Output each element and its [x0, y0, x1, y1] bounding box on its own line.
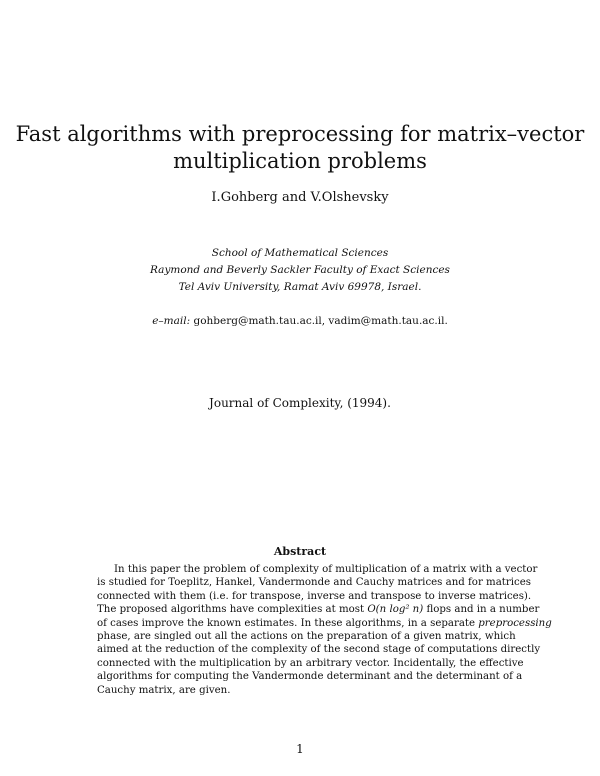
title-line-1: Fast algorithms with preprocessing for matrix–vector: [15, 122, 585, 146]
abstract-line: Cauchy matrix, are given.: [97, 684, 231, 696]
abstract-text: flops and in a number: [426, 604, 540, 616]
abstract-line: phase, are singled out all the actions on the preparation of a given matrix, which: [97, 631, 516, 643]
emphasis-preprocessing: preprocessing: [478, 617, 552, 629]
title-line-2: multiplication problems: [173, 149, 427, 173]
email-label: e–mail:: [152, 315, 191, 327]
abstract-line: connected with them (i.e. for transpose, inverse and transpose to inverse matrices).: [97, 590, 532, 602]
abstract-line: [97, 617, 552, 630]
email-line: [0, 315, 600, 327]
complexity-expression: O(n log² n): [367, 604, 424, 616]
affiliation: [0, 245, 600, 296]
page-number: 1: [296, 742, 304, 756]
journal-reference: Journal of Complexity, (1994).: [209, 396, 391, 410]
abstract-heading: Abstract: [273, 545, 327, 558]
abstract-body: [97, 563, 552, 697]
abstract-text: The proposed algorithms have complexities at most: [97, 604, 365, 616]
authors: I.Gohberg and V.Olshevsky: [211, 190, 389, 205]
abstract-line: connected with the multiplication by an arbitrary vector. Incidentally, the effective: [97, 657, 524, 669]
abstract-line: [97, 603, 540, 616]
abstract-line: is studied for Toeplitz, Hankel, Vandermonde and Cauchy matrices and for matrices: [97, 577, 531, 589]
paper-title: [0, 121, 600, 175]
abstract-line: aimed at the reduction of the complexity of the second stage of computations directly: [97, 644, 541, 656]
affiliation-line-1: School of Mathematical Sciences: [211, 247, 389, 259]
affiliation-line-3: Tel Aviv University, Ramat Aviv 69978, Israel.: [178, 281, 422, 293]
abstract-text: of cases improve the known estimates. In these algorithms, in a separate: [97, 617, 476, 629]
email-addresses: gohberg@math.tau.ac.il, vadim@math.tau.ac.il.: [193, 315, 448, 327]
abstract-line: algorithms for computing the Vandermonde determinant and the determinant of a: [97, 671, 523, 683]
affiliation-line-2: Raymond and Beverly Sackler Faculty of Exact Sciences: [150, 264, 450, 276]
abstract-line: In this paper the problem of complexity of multiplication of a matrix with a vector: [114, 564, 538, 575]
